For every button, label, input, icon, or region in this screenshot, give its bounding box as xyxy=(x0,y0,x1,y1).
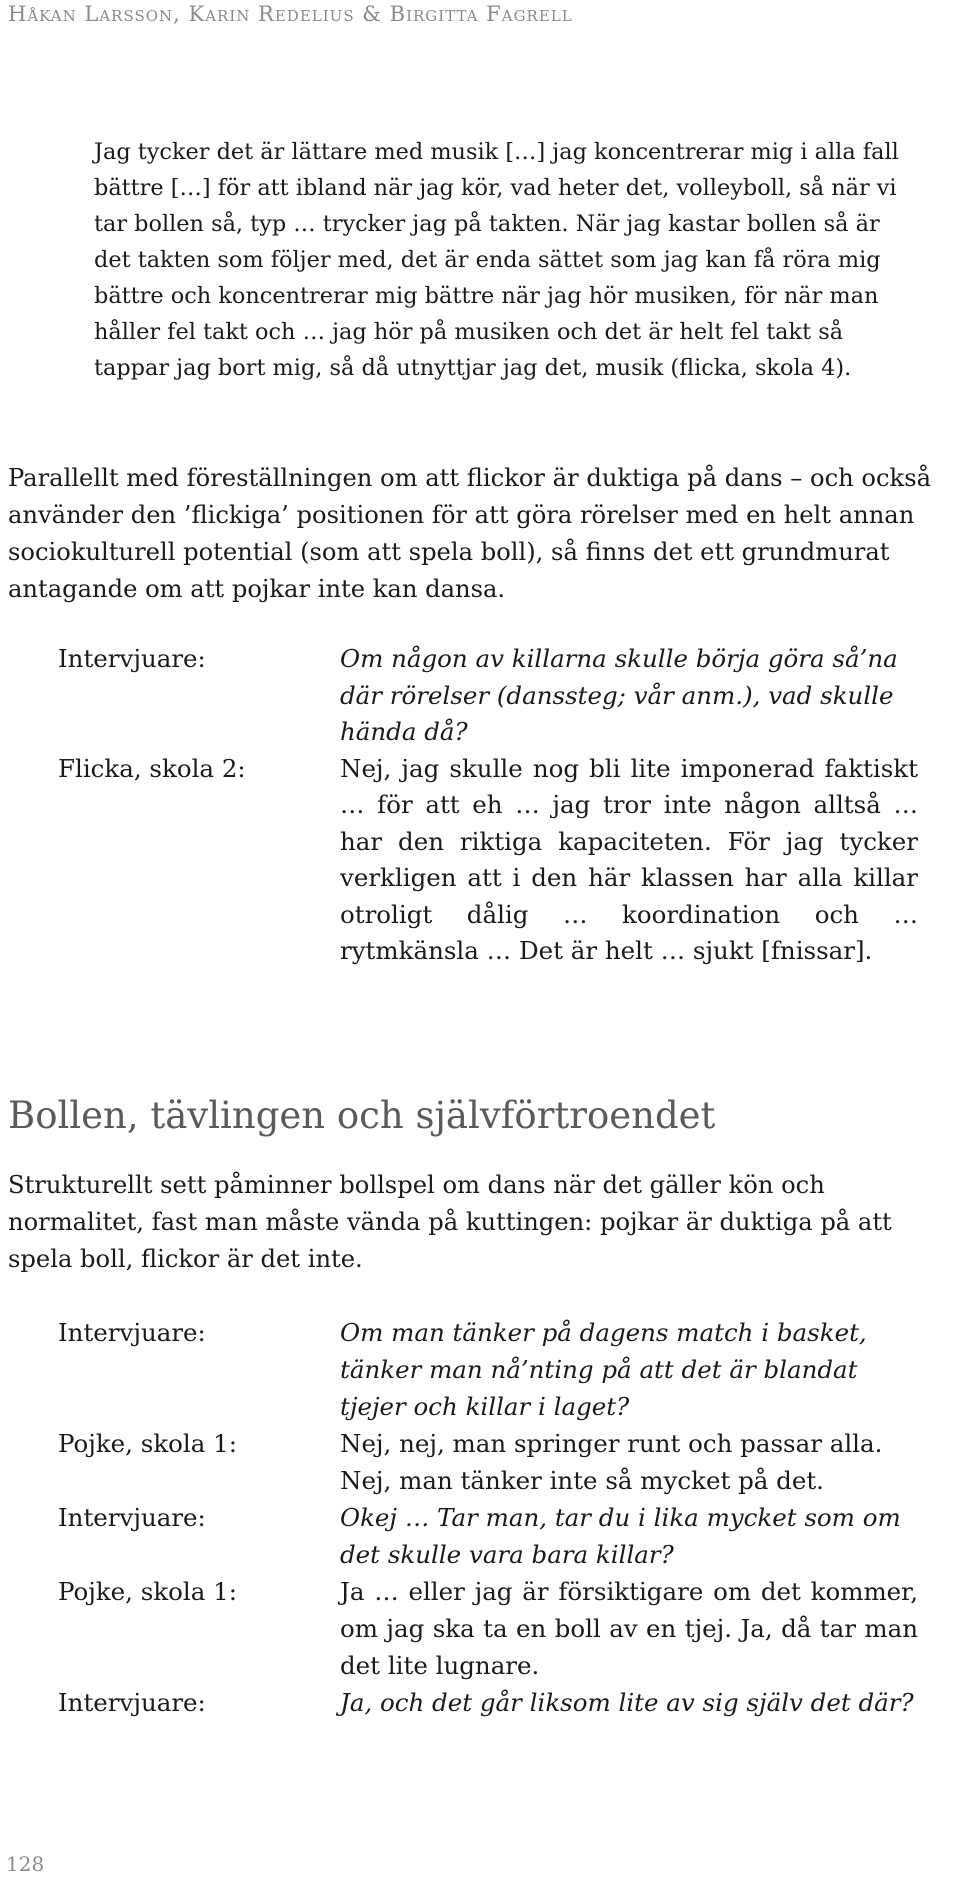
interview-excerpt xyxy=(58,1314,918,1721)
utterance-text: Ja, och det går liksom lite av sig själv det där? xyxy=(340,1688,914,1717)
speaker-label: Flicka, skola 2: xyxy=(58,753,246,783)
utterance-text: Ja … eller jag är försiktigare om det kommer, om jag ska ta en boll av en tjej. Ja, då tar man det lite lugnare. xyxy=(340,1577,918,1680)
dialogue-turn xyxy=(58,1573,918,1684)
utterance-text: Okej … Tar man, tar du i lika mycket som om det skulle vara bara killar? xyxy=(340,1503,901,1569)
dialogue-turn xyxy=(58,1314,918,1425)
utterance-text: Om någon av killarna skulle börja göra så’na där rörelser (danssteg; vår anm.), vad skulle hända då? xyxy=(340,644,898,746)
speaker-label: Intervjuare: xyxy=(58,1318,206,1347)
block-quote-text: Jag tycker det är lättare med musik […] jag koncentrerar mig i alla fall bättre […] för att ibland när jag kör, vad heter det, volleyboll, så när vi tar bollen så, typ … trycker jag på takten. När jag kastar bollen så är det takten som följer med, det är enda sättet som jag kan få röra mig bättre och koncentrerar mig bättre när jag hör musiken, för när man håller fel takt och … jag hör på musiken och det är helt fel takt så tappar jag bort mig, så då utnyttjar jag det, musik (flicka, skola 4). xyxy=(94,139,899,381)
dialogue-turn xyxy=(58,641,918,751)
speaker-label: Intervjuare: xyxy=(58,1688,206,1717)
section-heading: Bollen, tävlingen och självförtroendet xyxy=(8,1094,716,1137)
body-paragraph: Strukturellt sett påminner bollspel om dans när det gäller kön och normalitet, fast man måste vända på kuttingen: pojkar är duktiga på att spela boll, flickor är det inte. xyxy=(8,1171,892,1273)
speaker-label: Intervjuare: xyxy=(58,1503,206,1532)
running-head: Håkan Larsson, Karin Redelius & Birgitta Fagrell xyxy=(8,2,573,26)
page-number: 128 xyxy=(6,1852,45,1876)
dialogue-turn xyxy=(58,1684,918,1721)
utterance-text: Nej, nej, man springer runt och passar alla. Nej, man tänker inte så mycket på det. xyxy=(340,1429,883,1495)
block-quote xyxy=(94,134,914,386)
interview-excerpt xyxy=(58,641,918,970)
speaker-label: Intervjuare: xyxy=(58,644,206,673)
utterance-text: Om man tänker på dagens match i basket, tänker man nå’nting på att det är blandat tjejer och killar i laget? xyxy=(340,1318,867,1421)
speaker-label: Pojke, skola 1: xyxy=(58,1577,238,1606)
dialogue-turn xyxy=(58,1425,918,1499)
dialogue-turn xyxy=(58,751,918,970)
body-paragraph: Parallellt med föreställningen om att flickor är duktiga på dans – och också använder den ’flickiga’ positionen för att göra rörelser med en helt annan sociokulturell potential (som att spela boll), så finns det ett grundmurat antagande om att pojkar inte kan dansa. xyxy=(8,464,932,603)
dialogue-turn xyxy=(58,1499,918,1573)
speaker-label: Pojke, skola 1: xyxy=(58,1429,238,1458)
utterance-text: Nej, jag skulle nog bli lite imponerad faktiskt … för att eh … jag tror inte någon alltså … har den riktiga kapaciteten. För jag tycker verkligen att i den här klassen har alla killar otroligt dålig … koordination och … rytmkänsla … Det är helt … sjukt [fnissar]. xyxy=(340,753,918,965)
